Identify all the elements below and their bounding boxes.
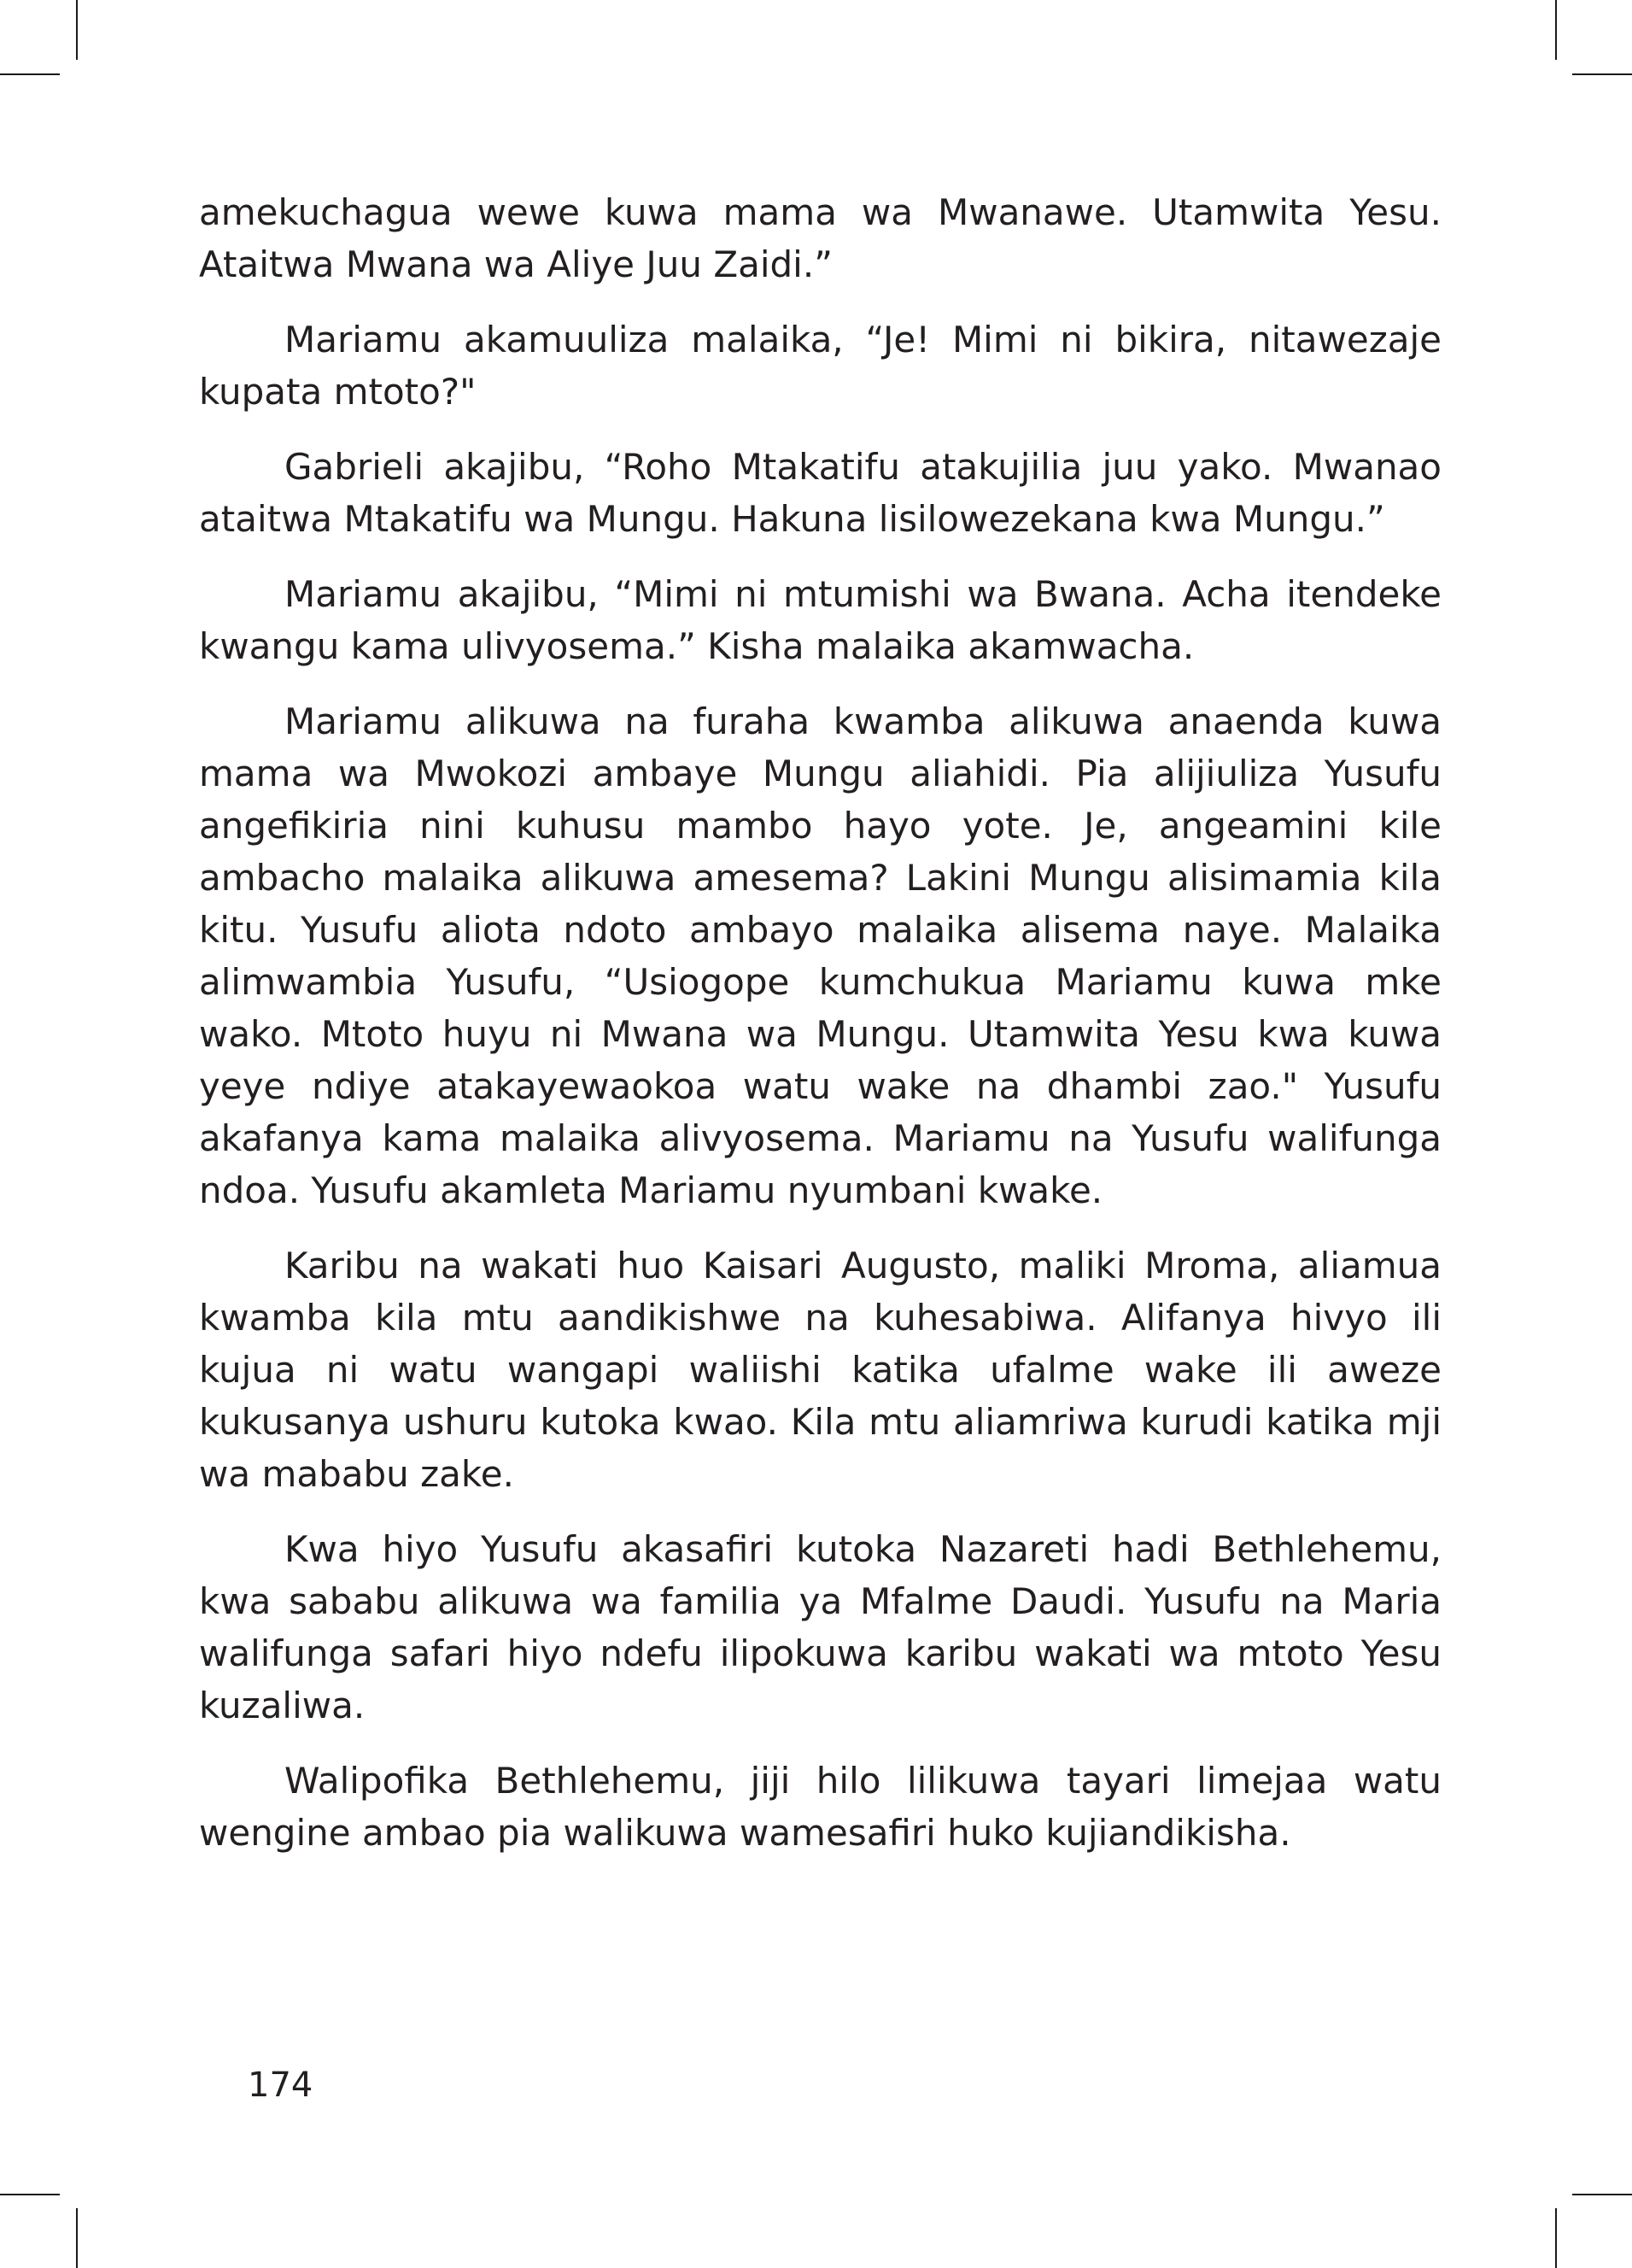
crop-mark-bottom-right-h (1572, 2194, 1632, 2195)
paragraph: Kwa hiyo Yusufu akasafiri kutoka Nazareti hadi Bethlehemu, kwa sababu alikuwa wa familia ya Mfalme Daudi. Yusufu na Maria walifunga safari hiyo ndefu ilipokuwa karibu wakati wa mtoto Yesu kuzaliwa. (199, 1528, 1442, 1726)
crop-mark-top-right (1555, 0, 1557, 60)
paragraph: Mariamu alikuwa na furaha kwamba alikuwa anaenda kuwa mama wa Mwokozi ambaye Mungu aliahidi. Pia alijiuliza Yusufu angefikiria nini kuhusu mambo hayo yote. Je, angeamini kile ambacho malaika alikuwa amesema? Lakini Mungu alisimamia kila kitu. Yusufu aliota ndoto ambayo malaika alisema naye. Malaika alimwambia Yusufu, “Usiogope kumchukua Mariamu kuwa mke wako. Mtoto huyu ni Mwana wa Mungu. Utamwita Yesu kwa kuwa yeye ndiye atakayewaokoa watu wake na dhambi zao." Yusufu akafanya kama malaika alivyosema. Mariamu na Yusufu walifunga ndoa. Yusufu akamleta Mariamu nyumbani kwake. (199, 700, 1442, 1211)
paragraph: Walipofika Bethlehemu, jiji hilo lilikuwa tayari limejaa watu wengine ambao pia walikuwa wamesafiri huko kujiandikisha. (199, 1760, 1442, 1854)
crop-mark-top-left-h (0, 73, 60, 75)
body-text (199, 186, 1442, 1882)
crop-mark-bottom-left (76, 2208, 78, 2268)
crop-mark-top-left (76, 0, 78, 60)
paragraph: Mariamu akajibu, “Mimi ni mtumishi wa Bwana. Acha itendeke kwangu kama ulivyosema.” Kisha malaika akamwacha. (199, 573, 1442, 667)
crop-mark-bottom-left-h (0, 2194, 60, 2195)
crop-mark-top-right-h (1572, 73, 1632, 75)
paragraph: amekuchagua wewe kuwa mama wa Mwanawe. Utamwita Yesu. Ataitwa Mwana wa Aliye Juu Zaidi.” (199, 191, 1442, 285)
page-number: 174 (248, 2066, 313, 2105)
paragraph: Karibu na wakati huo Kaisari Augusto, maliki Mroma, aliamua kwamba kila mtu aandikishwe na kuhesabiwa. Alifanya hivyo ili kujua ni watu wangapi waliishi katika ufalme wake ili aweze kukusanya ushuru kutoka kwao. Kila mtu aliamriwa kurudi katika mji wa mababu zake. (199, 1245, 1442, 1495)
paragraph: Mariamu akamuuliza malaika, “Je! Mimi ni bikira, nitawezaje kupata mtoto?" (199, 319, 1442, 413)
crop-mark-bottom-right (1555, 2208, 1557, 2268)
paragraph: Gabrieli akajibu, “Roho Mtakatifu atakujilia juu yako. Mwanao ataitwa Mtakatifu wa Mungu. Hakuna lisilowezekana kwa Mungu.” (199, 446, 1442, 540)
